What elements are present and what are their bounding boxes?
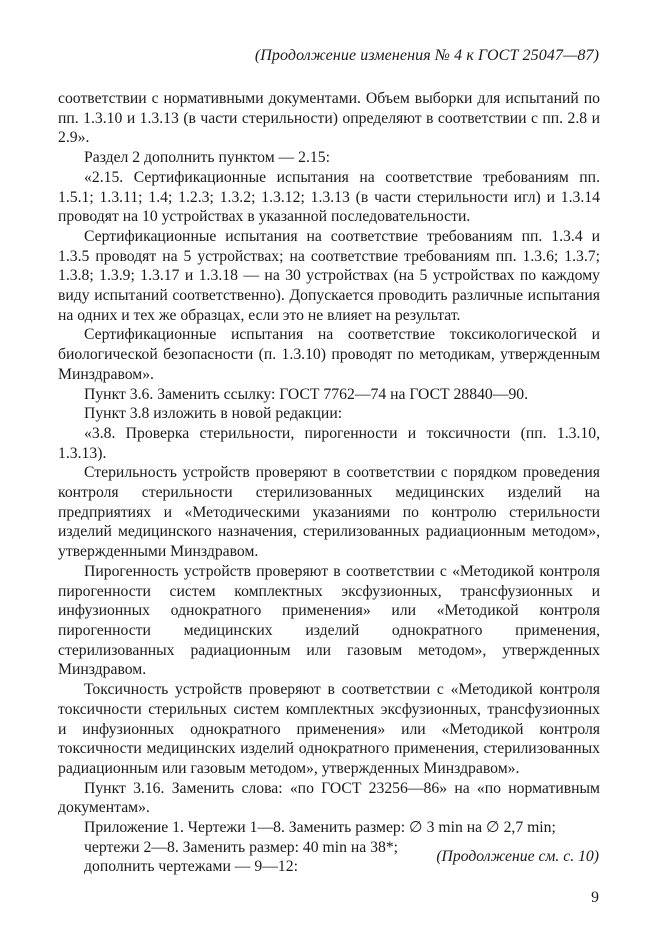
paragraph: «2.15. Сертификационные испытания на соответствие требованиям пп. 1.5.1; 1.3.11; 1.4; 1.2.3; 1.3.2; 1.3.12; 1.3.13 (в части стерильности игл) и 1.3.14 проводят на 10 устройствах в указанной последовательности. [58,168,600,226]
paragraph: Пункт 3.16. Заменить слова: «по ГОСТ 23256—86» на «по нормативным документам». [58,779,600,817]
continuation-footer: (Продолжение см. с. 10) [436,848,599,865]
paragraph: Раздел 2 дополнить пунктом — 2.15: [84,149,330,167]
paragraph: соответствии с нормативными документами. Объем выборки для испытаний по пп. 1.3.10 и 1.3.13 (в части стерильности) определяют в соответствии с пп. 2.8 и 2.9». [58,90,600,147]
document-body [58,89,600,877]
paragraph: Приложение 1. Чертежи 1—8. Заменить размер: ∅ 3 min на ∅ 2,7 min; [84,819,556,837]
continuation-header: (Продолжение изменения № 4 к ГОСТ 25047—87) [254,47,599,64]
paragraph: Токсичность устройств проверяют в соответствии с «Методикой контроля токсичности стерильных систем комплектных эксфузионных, трансфузионных и инфузионных однократного применения» или «Методикой контроля токсичности медицинских изделий однократного применения, стерилизованных радиационным или газовым методом», утвержденных Минздравом». [58,681,600,777]
paragraph: Сертификационные испытания на соответствие требованиям пп. 1.3.4 и 1.3.5 проводят на 5 устройствах; на соответствие требованиям пп. 1.3.6; 1.3.7; 1.3.8; 1.3.9; 1.3.17 и 1.3.18 — на 30 устройствах (на 5 устройствах по каждому виду испытаний соответственно). Допускается проводить различные испытания на одних и тех же образцах, если это не влияет на результат. [58,227,600,324]
paragraph: «3.8. Проверка стерильности, пирогенности и токсичности (пп. 1.3.10, 1.3.13). [58,424,600,462]
paragraph: Пункт 3.6. Заменить ссылку: ГОСТ 7762—74 на ГОСТ 28840—90. [84,385,529,403]
page-number: 9 [591,889,599,906]
paragraph: дополнить чертежами — 9—12: [84,858,298,876]
paragraph: Пункт 3.8 изложить в новой редакции: [84,405,343,423]
paragraph: Сертификационные испытания на соответствие токсикологической и биологической безопасности (п. 1.3.10) проводят по методикам, утвержденным Минздравом». [58,326,600,383]
paragraph: Стерильность устройств проверяют в соответствии с порядком проведения контроля стерильности стерилизованных медицинских изделий на предприятиях и «Методическими указаниями по контролю стерильности изделий медицинского назначения, стерилизованных радиационным методом», утвержденными Минздравом. [58,464,600,561]
paragraph: чертежи 2—8. Заменить размер: 40 min на 38*; [84,838,399,856]
paragraph: Пирогенность устройств проверяют в соответствии с «Методикой контроля пирогенности систем комплектных эксфузионных, трансфузионных и инфузионных однократного применения» или «Методикой контроля пирогенности медицинских изделий однократного применения, стерилизованных радиационным или газовым методом», утвержденных Минздравом. [58,562,600,679]
